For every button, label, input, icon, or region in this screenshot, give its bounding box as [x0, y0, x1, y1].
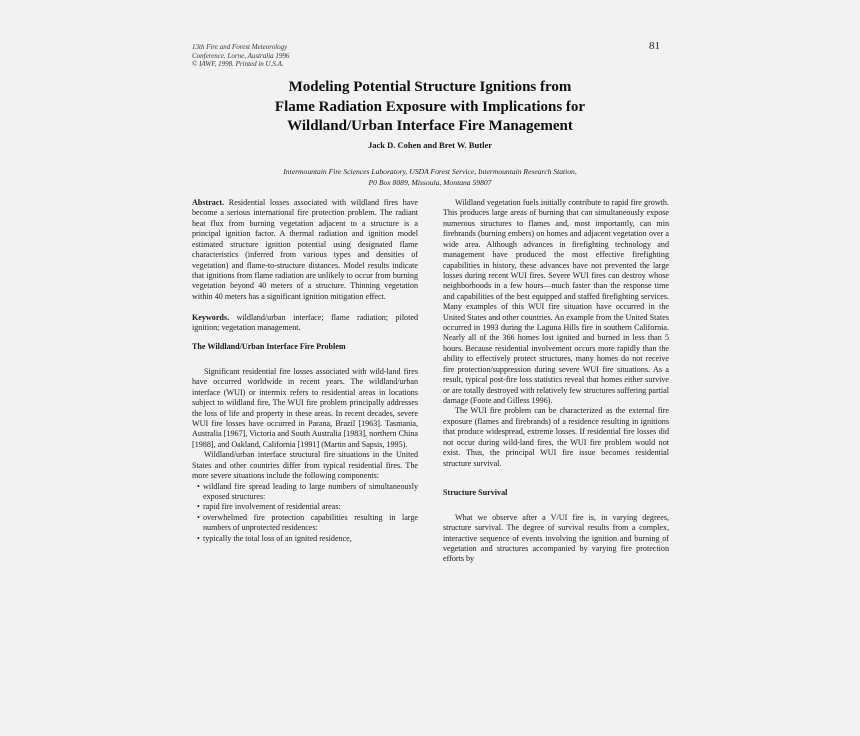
title-line: Flame Radiation Exposure with Implications for [274, 98, 586, 115]
affiliation-line: P0 Box 8089, Missoula, Montana 59807 [368, 178, 492, 187]
paragraph: The WUI fire problem can be characterized as the external fire exposure (flames and firebrands) of a residence resulting in ignitions that produce widespread, extreme losses. If residential fire losses did not occur during wild-land fires, the WUI fire problem would not exist. Thus, the principal WUI fire issue becomes residential structure survival. [443, 406, 669, 468]
paragraph: Significant residential fire losses associated with wild-land fires have occurred worldwide in recent years. The wildland/urban interface (WUI) or intermix refers to residential areas in locations subject to wildland fire, The WUI fire problem principally addresses the loss of life and property in these areas. In recent decades, severe WUI fire losses have occurred in Parana, Brazil [1963]. Tasmania, Australia [1967], Victoria and South Australia [1983], northern China [1988], and Oakland, California [1991] (Martin and Sapsis, 1995). [192, 366, 418, 449]
section-heading: Structure Survival [443, 488, 508, 498]
paragraph: Wildland vegetation fuels initially contribute to rapid fire growth. This produces large areas of burning that can simultaneously expose numerous structures to flames and, most importantly, can min firebrands (burning embers) on homes and adjacent vegetation over a wide area. Although advances in firefighting technology and management have produced the most effective firefighting capabilities in history, these advances have not prevented the large losses during recent WUI fires. Severe WUI fires can destroy whose neighborhoods in a few hours—much faster than the response time and capabilities of the best equipped and staffed firefighting services. Many examples of this WUI fire situation have occurred in the United States and other countries. An example from the United States occurred in 1993 during the Laguna Hills fire in southern California. Nearly all of the 366 homes lost ignited and burned in less than 5 hours. Because residential involvement occurs more rapidly than the ability to effectively protect structures, many homes do not receive fire protection/suppression during severe WUI fire situations. As a result, typical post-fire loss statistics reveal that homes either survive or are totally destroyed with relatively few structures suffering partial damage (Foote and Gilless 1996). [443, 198, 669, 406]
title-line: Wildland/Urban Interface Fire Management [287, 118, 573, 134]
bullet-icon: • [197, 481, 200, 491]
bullet-icon: • [197, 502, 200, 512]
section-heading: The Wildland/Urban Interface Fire Problem [192, 342, 346, 352]
left-column [192, 198, 418, 544]
abstract-label: Abstract. [192, 198, 225, 207]
paper-title [160, 78, 700, 137]
conference-info [192, 43, 289, 69]
title-line: Modeling Potential Structure Ignitions from [288, 79, 572, 95]
authors: Jack D. Cohen and Bret W. Butler [367, 140, 493, 150]
bullet-icon: • [197, 512, 200, 522]
list-item: • wildland fire spread leading to large numbers of simultaneously exposed structures: [197, 481, 418, 501]
right-column [443, 198, 669, 565]
list-item: • overwhelmed fire protection capabilities resulting in large numbers of unprotected residences: [197, 512, 418, 533]
component-list [192, 482, 418, 545]
conference-line: 13th Fire and Forest Meteorology [192, 43, 288, 51]
abstract [192, 198, 418, 302]
affiliation [160, 166, 700, 188]
paragraph: Wildland/urban interface structural fire situations in the United States and other countries differ from typical residential fires. The more severe situations include the following components: [192, 450, 418, 481]
keywords-text: wildland/urban interface; flame radiation; piloted ignition; vegetation management. [192, 312, 418, 333]
abstract-text: Residential losses associated with wildland fires have become a serious international fire protection problem. The radiant heat flux from burning vegetation adjacent to a structure is a principal ignition factor. A thermal radiation and ignition model estimated structure ignition potential using designated flame characteristics (inferred from various types and densities of vegetation) and flame-to-structure distances. Model results indicate that ignitions from flame radiation are unlikely to occur from burning vegetation beyond 40 meters of a structure. Thinning vegetation within 40 meters has a significant ignition mitigation effect. [192, 198, 418, 301]
paragraph: What we observe after a V/UI fire is, in varying degrees, structure survival. The degree of survival results from a complex, interactive sequence of events involving the ignition and burning of vegetation and structures accompanied by varying fire protection efforts by [443, 512, 669, 564]
list-item: • rapid fire involvement of residential areas: [197, 502, 341, 512]
bullet-icon: • [197, 533, 200, 543]
affiliation-line: Intermountain Fire Sciences Laboratory, USDA Forest Service, Intermountain Research Station, [283, 167, 577, 176]
keywords-label: Keywords. [192, 312, 230, 322]
keywords [192, 313, 418, 334]
page-number: 81 [649, 40, 660, 52]
copyright-line: © IAWF, 1998. Printed in U.S.A. [192, 60, 284, 69]
list-item: • typically the total loss of an ignited residence, [197, 533, 352, 543]
conference-line: Conference. Lorne, Australia 1996 [192, 51, 290, 60]
